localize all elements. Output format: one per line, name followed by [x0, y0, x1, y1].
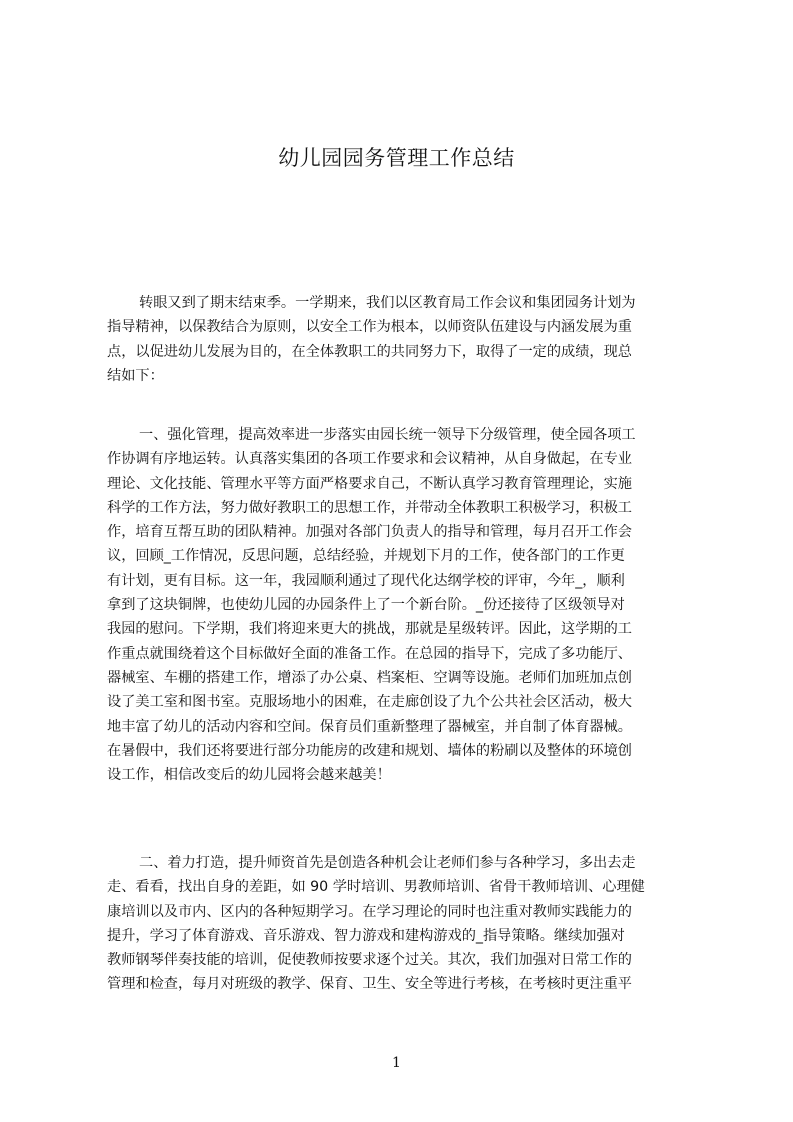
paragraph-line: 理论、文化技能、管理水平等方面严格要求自己，不断认真学习教育管理理论，实施	[107, 475, 632, 492]
document-title: 幼儿园园务管理工作总结	[278, 146, 515, 170]
paragraph-line: 有计划，更有目标。这一年，我园顺利通过了现代化达纲学校的评审，今年_，顺利	[107, 572, 625, 589]
paragraph-intro	[107, 291, 698, 388]
paragraph-line: 管理和检查，每月对班级的教学、保育、卫生、安全等进行考核，在考核时更注重平	[107, 976, 632, 993]
paragraph-line: 二、着力打造，提升师资首先是创造各种机会让老师们参与各种学习，多出去走	[139, 855, 636, 871]
paragraph-line: 我园的慰问。下学期，我们将迎来更大的挑战，那就是星级转评。因此，这学期的工	[107, 621, 632, 638]
paragraph-line: 作重点就围绕着这个目标做好全面的准备工作。在总园的指导下，完成了多功能厅、	[107, 645, 632, 662]
paragraph-line: 点，以促进幼儿发展为目的，在全体教职工的共同努力下，取得了一定的成绩，现总	[107, 343, 632, 360]
paragraph-line: 设了美工室和图书室。克服场地小的困难，在走廊创设了九个公共社会区活动，极大	[107, 694, 632, 711]
paragraph-line: 走、看看，找出自身的差距，如 90 学时培训、男教师培训、省骨干教师培训、心理健	[107, 879, 645, 896]
paragraph-line: 在暑假中，我们还将要进行部分功能房的改建和规划、墙体的粉刷以及整体的环境创	[107, 742, 632, 759]
paragraph-management	[107, 423, 698, 787]
paragraph-line: 结如下：	[107, 367, 164, 384]
paragraph-line: 器械室、车棚的搭建工作，增添了办公桌、档案柜、空调等设施。老师们加班加点创	[107, 669, 632, 686]
paragraph-line: 作协调有序地运转。认真落实集团的各项工作要求和会议精神，从自身做起，在专业	[107, 451, 632, 468]
paragraph-line: 一、强化管理，提高效率进一步落实由园长统一领导下分级管理，使全园各项工	[139, 427, 636, 443]
paragraph-line: 教师钢琴伴奏技能的培训，促使教师按要求逐个过关。其次，我们加强对日常工作的	[107, 952, 632, 969]
page-number: 1	[392, 1055, 401, 1071]
paragraph-teachers	[107, 851, 698, 997]
paragraph-line: 转眼又到了期末结束季。一学期来，我们以区教育局工作会议和集团园务计划为	[139, 295, 636, 311]
paragraph-line: 地丰富了幼儿的活动内容和空间。保育员们重新整理了器械室，并自制了体育器械。	[107, 718, 632, 735]
paragraph-line: 议，回顾_工作情况，反思问题，总结经验，并规划下月的工作，使各部门的工作更	[107, 548, 625, 565]
paragraph-line: 拿到了这块铜牌，也使幼儿园的办园条件上了一个新台阶。_份还接待了区级领导对	[107, 597, 625, 614]
paragraph-line: 科学的工作方法，努力做好教职工的思想工作，并带动全体教职工积极学习，积极工	[107, 499, 632, 516]
paragraph-line: 提升，学习了体育游戏、音乐游戏、智力游戏和建构游戏的_指导策略。继续加强对	[107, 927, 625, 944]
paragraph-line: 指导精神，以保教结合为原则，以安全工作为根本，以师资队伍建设与内涵发展为重	[107, 319, 632, 336]
paragraph-line: 作，培育互帮互助的团队精神。加强对各部门负责人的指导和管理，每月召开工作会	[107, 524, 632, 541]
paragraph-line: 康培训以及市内、区内的各种短期学习。在学习理论的同时也注重对教师实践能力的	[107, 903, 632, 920]
paragraph-line: 设工作，相信改变后的幼儿园将会越来越美！	[107, 767, 391, 784]
